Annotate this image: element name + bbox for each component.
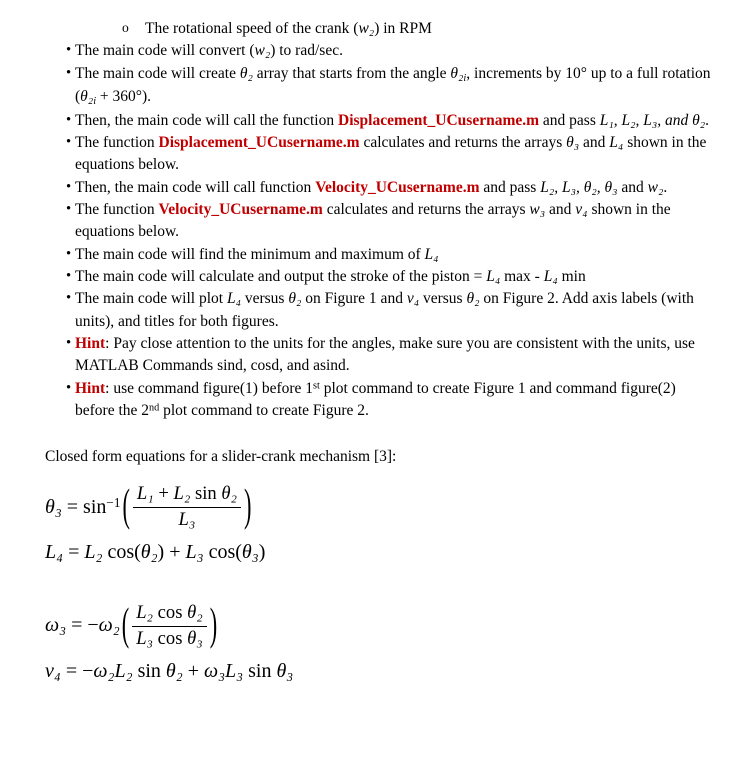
equation-v4 (45, 660, 715, 683)
bullet-item (45, 288, 715, 333)
bullet-text: The main code will plot L₄ versus θ₂ on Figure 1 and v₄ versus θ₂ on Figure 2. Add axis labels (with units), and titles for both figures. (75, 290, 694, 330)
equations-block (45, 479, 715, 683)
bullet-marker: • (66, 379, 72, 396)
bullet-marker: • (66, 64, 72, 81)
bullet-marker: • (66, 42, 72, 59)
bullet-marker: • (66, 334, 72, 351)
bullet-text: The main code will calculate and output the stroke of the piston = L₄ max - L₄ min (75, 268, 586, 285)
fraction (133, 483, 241, 531)
bullet-list (45, 18, 715, 422)
open-paren: ( (122, 479, 130, 531)
bullet-item (45, 110, 715, 132)
bullet-item (45, 40, 715, 62)
bullet-item (45, 244, 715, 266)
bullet-item (45, 177, 715, 199)
open-paren: ( (121, 598, 130, 650)
equation-theta3 (45, 479, 715, 531)
bullet-marker: • (66, 268, 72, 284)
sub-bullet-text: The rotational speed of the crank (w₂) in RPM (145, 20, 432, 37)
bullet-item (45, 132, 715, 177)
equation-L4-text: L₄ = L₂ cos(θ₂) + L₃ cos(θ₃) (45, 540, 266, 563)
close-paren: ) (243, 479, 252, 531)
bullet-item (45, 266, 715, 288)
bullet-text: Then, the main code will call the function Displacement_UCusername.m and pass L₁, L₂, L₃, and θ₂. (75, 111, 710, 129)
fraction-numerator: L₂ cos θ₂ (132, 602, 207, 627)
bullet-text: The main code will create θ₂ array that starts from the angle θ₂i, increments by 10° up to a full rotation (θ₂i + 360°). (75, 64, 711, 108)
bullet-marker: • (66, 111, 72, 128)
bullet-item (45, 63, 715, 110)
bullet-text: Hint: use command figure(1) before 1st plot command to create Figure 1 and command figure(2) before the 2nd plot command to create Figure 2. (75, 379, 676, 419)
bullet-text: The main code will find the minimum and maximum of L₄ (75, 245, 439, 263)
bullet-item (45, 333, 715, 378)
bullet-text: Then, the main code will call function Velocity_UCusername.m and pass L₂, L₃, θ₂, θ₃ and w₂. (75, 178, 668, 196)
bullet-text: The main code will convert (w₂) to rad/sec. (75, 42, 343, 60)
bullet-item (45, 199, 715, 244)
bullet-marker: • (66, 178, 72, 195)
equation-group-gap (45, 574, 715, 592)
fraction (132, 602, 207, 650)
equation-L4 (45, 541, 715, 564)
sub-bullet-marker: o (122, 20, 129, 35)
bullet-text: Hint: Pay close attention to the units for the angles, make sure you are consistent with the units, use MATLAB Commands sind, cosd, and asind. (75, 334, 695, 375)
equation-v4-text: v₄ = −ω₂L₂ sin θ₂ + ω₃L₃ sin θ₃ (45, 659, 294, 682)
bullet-marker: • (66, 201, 72, 218)
equation-omega3-lhs: ω₃ = −ω₂ (45, 614, 120, 636)
bullet-item (45, 378, 715, 423)
bullet-marker: • (66, 290, 72, 307)
closing-paragraph: Closed form equations for a slider-crank mechanism [3]: (45, 448, 397, 466)
equation-omega3 (45, 598, 715, 650)
bullet-text: The function Displacement_UCusername.m calculates and returns the arrays θ₃ and L₄ shown in the equations below. (75, 134, 707, 174)
bullet-marker: • (66, 134, 72, 151)
bullet-text: The function Velocity_UCusername.m calculates and returns the arrays w₃ and v₄ shown in the equations below. (75, 201, 671, 241)
bullet-marker: • (66, 245, 72, 262)
fraction-numerator: L₁ + L₂ sin θ₂ (133, 483, 241, 508)
equation-theta3-lhs: $\theta_3 = \sin^{-1}$ (45, 494, 121, 518)
sub-bullet-item (45, 18, 715, 40)
fraction-denominator: L₃ cos θ₃ (136, 627, 203, 649)
fraction-denominator: L₃ (178, 508, 196, 530)
close-paren: ) (209, 598, 218, 650)
